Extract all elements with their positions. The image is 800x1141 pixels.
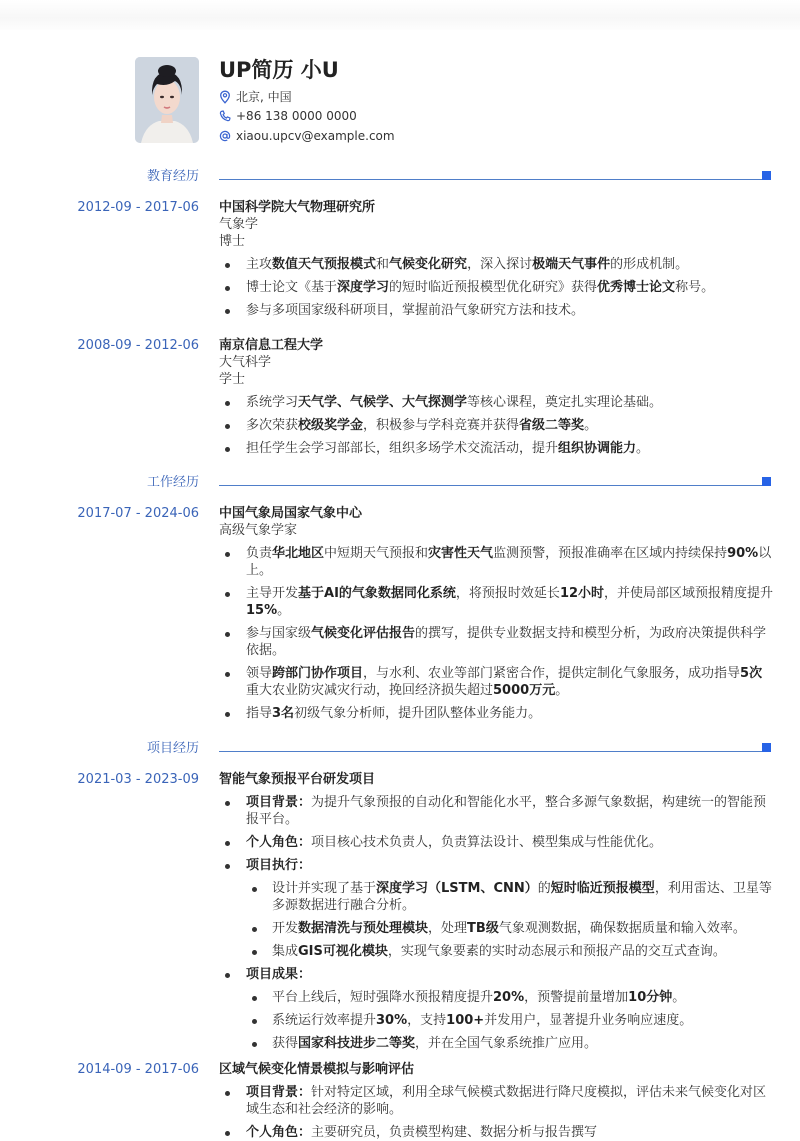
bullet-list	[219, 394, 774, 457]
text: ，实现气象要素的实时动态展示和预报产品的交互式查询。	[387, 944, 726, 959]
emphasis-text: 灾害性天气	[428, 546, 494, 561]
text: ，深入探讨	[467, 257, 533, 272]
text: ，利用雷达、卫星等多源数据进行融合分析。	[272, 881, 772, 913]
education-entry	[219, 337, 774, 457]
text: 的	[537, 881, 551, 896]
text: ，处理	[428, 921, 468, 936]
text: ，积极参与学科竞赛并获得	[363, 418, 520, 433]
text: 系统运行效率提升	[272, 1013, 377, 1028]
text: 担任学生会学习部部长，组织多场学术交流活动，提升	[246, 441, 559, 456]
bullet-list	[219, 545, 774, 722]
list-item	[219, 585, 774, 619]
label: 项目背景：	[246, 1085, 312, 1100]
sub-bullet-list	[219, 989, 774, 1052]
text: ，并在全国气象系统推广应用。	[415, 1036, 598, 1051]
project-name: 智能气象预报平台研发项目	[219, 772, 376, 787]
emphasis-text: 省级二等奖	[519, 418, 585, 433]
text: 指导	[246, 706, 273, 721]
value: 项目核心技术负责人，负责算法设计、模型集成与性能优化。	[311, 835, 663, 850]
emphasis-text: 校级奖学金	[298, 418, 364, 433]
institution-name: 南京信息工程大学	[219, 338, 324, 353]
list-item	[219, 1124, 774, 1141]
list-item	[219, 794, 774, 828]
at-sign-icon	[219, 129, 231, 143]
text: 主攻	[246, 257, 273, 272]
major: 大气科学	[219, 355, 272, 370]
emphasis-text: 15%	[246, 603, 278, 618]
text: 负责	[246, 546, 273, 561]
section-title-education: 教育经历	[146, 169, 199, 184]
bullet-list	[219, 256, 774, 319]
sub-list-item	[219, 920, 774, 937]
text: 以上。	[246, 546, 772, 578]
value: 针对特定区域，利用全球气候模式数据进行降尺度模拟，评估未来气候变化对区域生态和社会经济的影响。	[246, 1085, 767, 1117]
emphasis-text: 跨部门协作项目	[272, 666, 364, 681]
education-entry	[219, 199, 774, 319]
entry-date: 2008-09 - 2012-06	[77, 338, 199, 353]
entry-date: 2021-03 - 2023-09	[77, 772, 199, 787]
emphasis-text: 100+	[446, 1013, 485, 1028]
list-item	[219, 1084, 774, 1118]
emphasis-text: GIS可视化模块	[298, 944, 388, 959]
emphasis-text: 深度学习（LSTM、CNN）	[376, 881, 538, 896]
text: 的形成机制。	[610, 257, 689, 272]
profile-photo	[135, 57, 199, 143]
list-item	[219, 834, 774, 851]
list-item	[219, 417, 774, 434]
text: 。	[555, 683, 569, 698]
sub-bullet-list	[219, 880, 774, 960]
entry-date: 2012-09 - 2017-06	[77, 200, 199, 215]
text: ，将预报时效延长	[455, 586, 560, 601]
emphasis-text: 数据清洗与预处理模块	[298, 921, 429, 936]
sub-list-item	[219, 880, 774, 914]
project-name: 区域气候变化情景模拟与影响评估	[219, 1062, 415, 1077]
list-item	[219, 394, 774, 411]
emphasis-text: 组织协调能力	[558, 441, 637, 456]
text: 系统学习	[246, 395, 299, 410]
list-item	[219, 966, 774, 1052]
text: 的短时临近预报模型优化研究》获得	[389, 280, 598, 295]
emphasis-text: 气候变化评估报告	[311, 626, 416, 641]
list-item	[219, 256, 774, 273]
sub-list-item	[219, 989, 774, 1006]
emphasis-text: 基于AI的气象数据同化系统	[298, 586, 456, 601]
section-divider	[219, 485, 762, 486]
location-text: 北京, 中国	[236, 90, 292, 104]
text: 称号。	[675, 280, 715, 295]
text: 。	[277, 603, 291, 618]
emphasis-text: 20%	[493, 990, 525, 1005]
emphasis-text: 30%	[376, 1013, 408, 1028]
emphasis-text: 10分钟	[628, 990, 673, 1005]
label: 个人角色：	[246, 1125, 312, 1140]
emphasis-text: 数值天气预报模式	[272, 257, 377, 272]
emphasis-text: TB级	[467, 921, 499, 936]
section-title-work: 工作经历	[146, 475, 199, 490]
contact-email	[219, 128, 395, 144]
text: 监测预警，预报准确率在区域内持续保持	[493, 546, 728, 561]
value: 主要研究员，负责模型构建、数据分析与报告撰写	[311, 1125, 598, 1140]
list-item	[219, 440, 774, 457]
phone-icon	[219, 109, 231, 123]
project-entry	[219, 1061, 774, 1141]
emphasis-text: 国家科技进步二等奖	[298, 1036, 416, 1051]
text: ，并使局部区域预报精度提升	[604, 586, 774, 601]
sub-list-item	[219, 1012, 774, 1029]
company-name: 中国气象局国家气象中心	[219, 506, 363, 521]
list-item	[219, 705, 774, 722]
section-marker	[762, 171, 771, 180]
email-text[interactable]: xiaou.upcv@example.com	[236, 129, 395, 143]
label: 个人角色：	[246, 835, 312, 850]
sub-list-item	[219, 943, 774, 960]
text: ，支持	[407, 1013, 447, 1028]
text: 平台上线后，短时强降水预报精度提升	[272, 990, 494, 1005]
label: 项目成果：	[246, 967, 312, 982]
text: 重大农业防灾减灾行动，挽回经济损失超过	[246, 683, 494, 698]
list-item	[219, 302, 774, 319]
section-marker	[762, 477, 771, 486]
degree: 博士	[219, 234, 246, 249]
job-title: 高级气象学家	[219, 523, 298, 538]
major: 气象学	[219, 217, 259, 232]
emphasis-text: 优秀博士论文	[597, 280, 676, 295]
text: 博士论文《基于	[246, 280, 338, 295]
text: 的撰写，提供专业数据支持和模型分析，为政府决策提供科学依据。	[246, 626, 767, 658]
map-pin-icon	[219, 90, 231, 104]
sub-list-item	[219, 1035, 774, 1052]
section-divider	[219, 179, 762, 180]
label: 项目执行：	[246, 858, 312, 873]
section-marker	[762, 743, 771, 752]
text: ，与水利、农业等部门紧密合作，提供定制化气象服务，成功指导	[363, 666, 741, 681]
text: ，预警提前量增加	[524, 990, 629, 1005]
emphasis-text: 气候变化研究	[389, 257, 468, 272]
text: 并发用户，显著提升业务响应速度。	[484, 1013, 693, 1028]
emphasis-text: 5000万元	[493, 683, 556, 698]
text: 开发	[272, 921, 299, 936]
degree: 学士	[219, 372, 246, 387]
list-item	[219, 625, 774, 659]
emphasis-text: 深度学习	[337, 280, 390, 295]
section-divider	[219, 751, 762, 752]
text: 参与多项国家级科研项目，掌握前沿气象研究方法和技术。	[246, 303, 585, 318]
project-entry	[219, 771, 774, 1052]
section-title-projects: 项目经历	[146, 741, 199, 756]
text: 获得	[272, 1036, 299, 1051]
emphasis-text: 90%	[727, 546, 759, 561]
text: 初级气象分析师，提升团队整体业务能力。	[294, 706, 542, 721]
list-item	[219, 857, 774, 960]
page-top-shadow	[0, 0, 800, 30]
text: 主导开发	[246, 586, 299, 601]
list-item	[219, 279, 774, 296]
candidate-name: UP简历 小U	[219, 58, 339, 82]
label: 项目背景：	[246, 795, 312, 810]
emphasis-text: 5次	[740, 666, 763, 681]
emphasis-text: 短时临近预报模型	[550, 881, 655, 896]
text: 多次荣获	[246, 418, 299, 433]
text: 和	[376, 257, 390, 272]
list-item	[219, 545, 774, 579]
bullet-list	[219, 1084, 774, 1141]
phone-text[interactable]: +86 138 0000 0000	[236, 109, 357, 123]
contact-location	[219, 89, 292, 105]
bullet-list	[219, 794, 774, 1052]
text: 领导	[246, 666, 273, 681]
work-entry	[219, 505, 774, 722]
text: 参与国家级	[246, 626, 312, 641]
list-item	[219, 665, 774, 699]
text: 中短期天气预报和	[324, 546, 429, 561]
entry-date: 2014-09 - 2017-06	[77, 1062, 199, 1077]
text: 气象观测数据，确保数据质量和输入效率。	[498, 921, 746, 936]
text: 。	[584, 418, 598, 433]
emphasis-text: 3名	[272, 706, 295, 721]
emphasis-text: 极端天气事件	[532, 257, 611, 272]
entry-date: 2017-07 - 2024-06	[77, 506, 199, 521]
emphasis-text: 华北地区	[272, 546, 325, 561]
text: 。	[672, 990, 686, 1005]
text: 。	[636, 441, 650, 456]
value: 为提升气象预报的自动化和智能化水平，整合多源气象数据，构建统一的智能预报平台。	[246, 795, 767, 827]
text: 集成	[272, 944, 299, 959]
emphasis-text: 天气学、气候学、大气探测学	[298, 395, 468, 410]
emphasis-text: 12小时	[559, 586, 605, 601]
contact-phone	[219, 108, 357, 124]
institution-name: 中国科学院大气物理研究所	[219, 200, 376, 215]
text: 设计并实现了基于	[272, 881, 377, 896]
text: 等核心课程，奠定扎实理论基础。	[467, 395, 663, 410]
